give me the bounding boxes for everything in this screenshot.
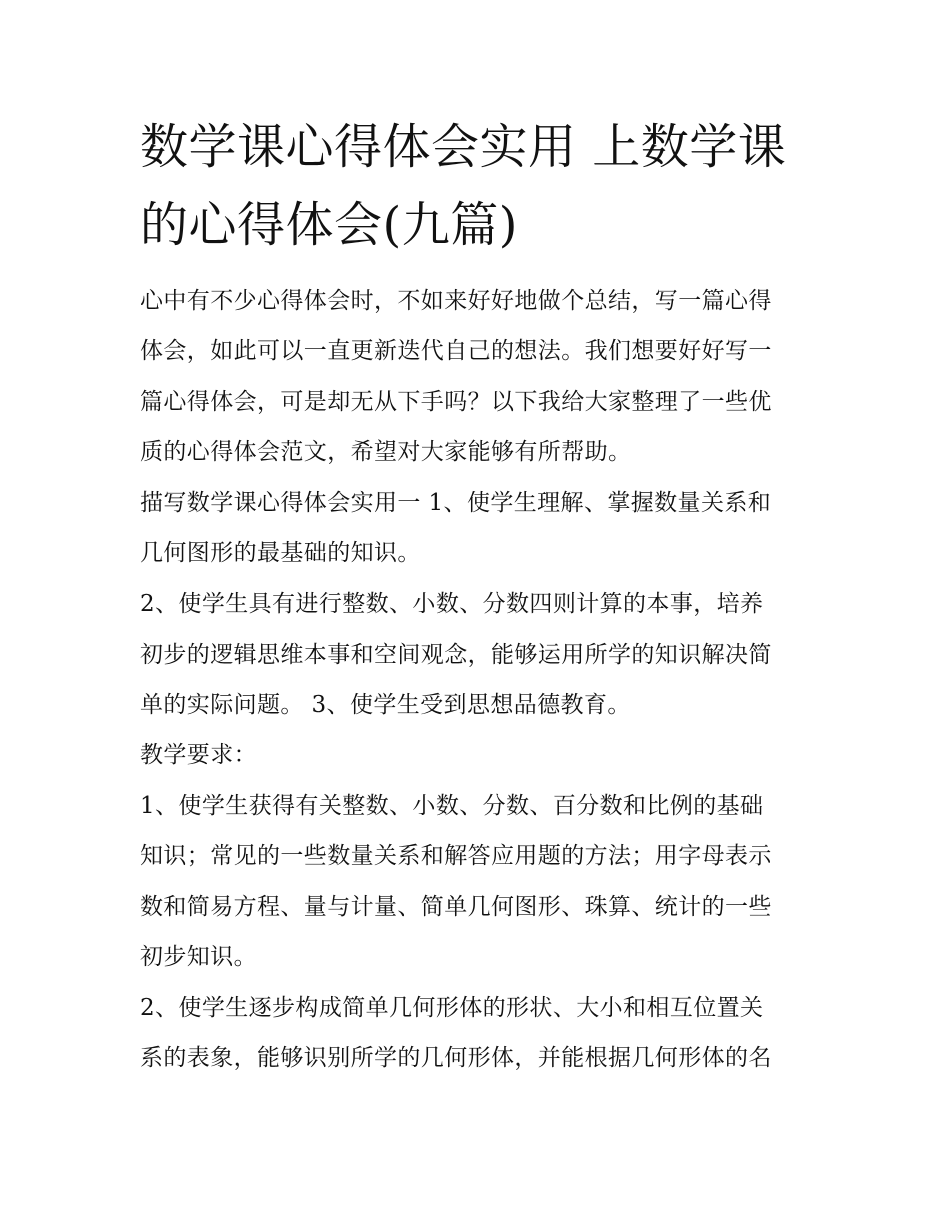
body-text-line: 心中有不少心得体会时，不如来好好地做个总结，写一篇心得 bbox=[140, 288, 772, 314]
document-title-line: 的心得体会(九篇) bbox=[140, 197, 518, 253]
body-text-line: 数和简易方程、量与计量、简单几何图形、珠算、统计的一些 bbox=[140, 894, 772, 920]
body-text-line: 体会，如此可以一直更新迭代自己的想法。我们想要好好写一 bbox=[140, 338, 772, 364]
body-text-line: 初步知识。 bbox=[140, 944, 257, 970]
body-text-line: 质的心得体会范文，希望对大家能够有所帮助。 bbox=[140, 439, 632, 465]
body-text-line: 篇心得体会，可是却无从下手吗？以下我给大家整理了一些优 bbox=[140, 389, 772, 415]
body-text-line: 教学要求： bbox=[140, 742, 257, 768]
body-text-line: 描写数学课心得体会实用一 1、使学生理解、掌握数量关系和 bbox=[140, 490, 772, 516]
body-text-line: 1、使学生获得有关整数、小数、分数、百分数和比例的基础 bbox=[140, 793, 764, 819]
body-text-line: 2、使学生逐步构成简单几何形体的形状、大小和相互位置关 bbox=[140, 995, 764, 1021]
body-text-line: 单的实际问题。 3、使学生受到思想品德教育。 bbox=[140, 692, 631, 718]
body-text-line: 初步的逻辑思维本事和空间观念，能够运用所学的知识解决简 bbox=[140, 642, 772, 668]
body-text-line: 系的表象，能够识别所学的几何形体，并能根据几何形体的名 bbox=[140, 1045, 772, 1071]
body-text-line: 知识；常见的一些数量关系和解答应用题的方法；用字母表示 bbox=[140, 843, 772, 869]
body-text-line: 几何图形的最基础的知识。 bbox=[140, 540, 421, 566]
body-text-line: 2、使学生具有进行整数、小数、分数四则计算的本事，培养 bbox=[140, 591, 764, 617]
document-title-line: 数学课心得体会实用 上数学课 bbox=[140, 119, 787, 175]
